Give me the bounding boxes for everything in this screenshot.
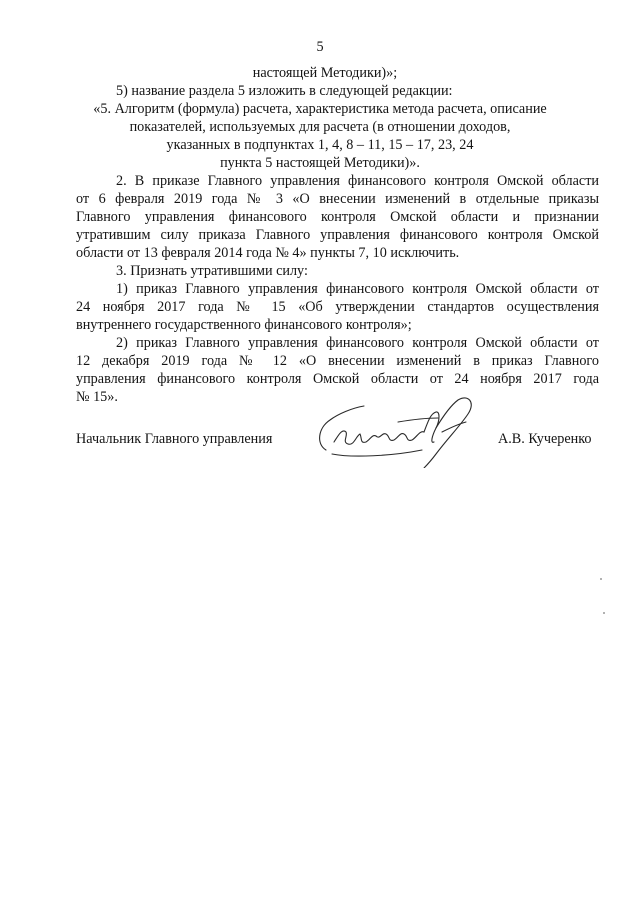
- page-number: 5: [316, 39, 324, 55]
- text-line: 24 ноября 2017 года № 15 «Об утверждении стандартов осуществления: [76, 299, 599, 315]
- signatory-position: Начальник Главного управления: [76, 431, 273, 447]
- text-line: 2. В приказе Главного управления финансового контроля Омской области: [116, 173, 599, 189]
- text-line: 2) приказ Главного управления финансового контроля Омской области от: [116, 335, 599, 351]
- text-line: № 15».: [76, 389, 118, 405]
- text-line: «5. Алгоритм (формула) расчета, характеристика метода расчета, описание: [93, 101, 547, 117]
- text-line: Главного управления финансового контроля Омской области и признании: [76, 209, 599, 225]
- text-line: внутреннего государственного финансового контроля»;: [76, 317, 412, 333]
- text-line: области от 13 февраля 2014 года № 4» пункты 7, 10 исключить.: [76, 245, 460, 261]
- handwritten-signature: [312, 392, 498, 468]
- text-line: утратившим силу приказа Главного управления финансового контроля Омской: [76, 227, 599, 243]
- text-line: показателей, используемых для расчета (в отношении доходов,: [129, 119, 511, 135]
- scan-speck: [603, 612, 605, 614]
- text-line: 3. Признать утратившими силу:: [116, 263, 308, 279]
- text-line: 1) приказ Главного управления финансового контроля Омской области от: [116, 281, 599, 297]
- scan-speck: [600, 578, 602, 580]
- text-line: настоящей Методики)»;: [252, 65, 398, 81]
- text-line: 12 декабря 2019 года № 12 «О внесении изменений в приказ Главного: [76, 353, 599, 369]
- signatory-name: А.В. Кучеренко: [498, 431, 592, 447]
- text-line: пункта 5 настоящей Методики)».: [220, 155, 420, 171]
- text-line: 5) название раздела 5 изложить в следующей редакции:: [116, 83, 453, 99]
- text-line: указанных в подпунктах 1, 4, 8 – 11, 15 – 17, 23, 24: [166, 137, 474, 153]
- text-line: управления финансового контроля Омской области от 24 ноября 2017 года: [76, 371, 599, 387]
- text-line: от 6 февраля 2019 года № 3 «О внесении изменений в отдельные приказы: [76, 191, 599, 207]
